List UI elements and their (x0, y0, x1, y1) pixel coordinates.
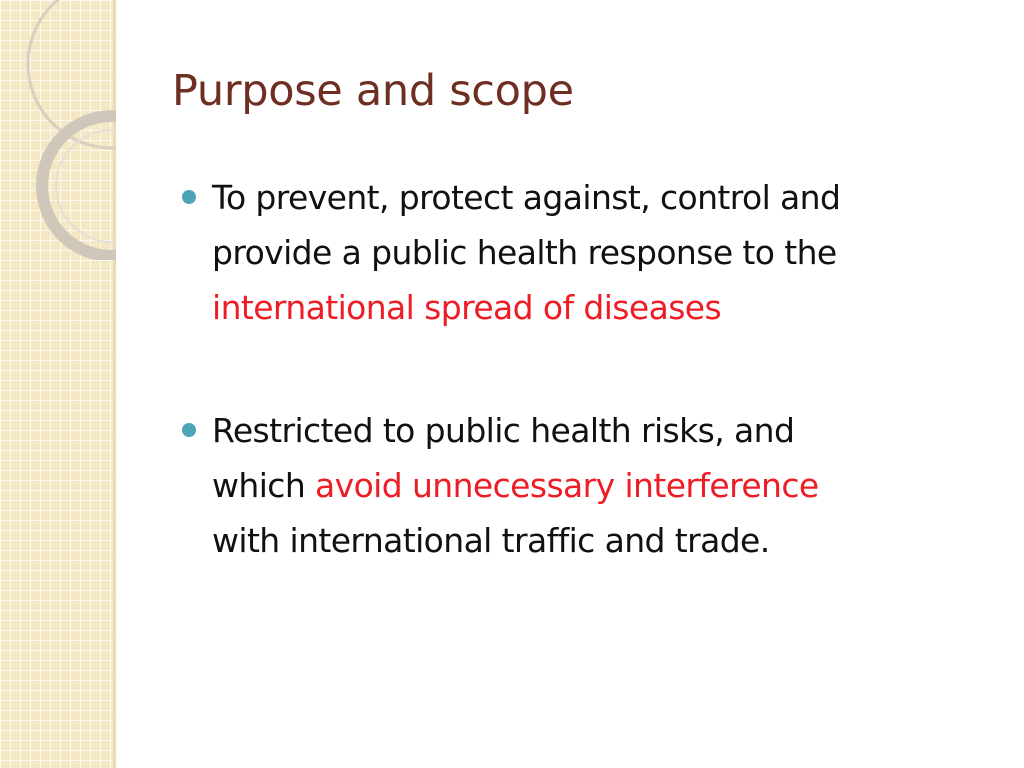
bullet-item-1 (212, 170, 972, 335)
bullet-dot-icon (182, 190, 196, 204)
highlighted-text: international spread of diseases (212, 288, 722, 327)
bullet-list (212, 170, 972, 568)
bullet-1-line-2 (212, 225, 972, 280)
bullet-2-line-3 (212, 513, 972, 568)
bullet-text: To prevent, protect against, control and (212, 178, 841, 217)
slide-title: Purpose and scope (172, 66, 574, 116)
bullet-text: Restricted to public health risks, and (212, 411, 795, 450)
bullet-text: which (212, 466, 316, 505)
highlighted-text: avoid unnecessary interference (315, 466, 819, 505)
bullet-text: with international traffic and trade. (212, 521, 770, 560)
bullet-2-line-1 (212, 403, 972, 458)
bullet-text: provide a public health response to the (212, 233, 837, 272)
decorative-rings (0, 0, 116, 260)
bullet-1-line-3 (212, 280, 972, 335)
decorative-ring-thick (42, 116, 116, 256)
bullet-dot-icon (182, 423, 196, 437)
bullet-item-2 (212, 403, 972, 568)
bullet-1-line-1 (212, 170, 972, 225)
bullet-2-line-2 (212, 458, 972, 513)
